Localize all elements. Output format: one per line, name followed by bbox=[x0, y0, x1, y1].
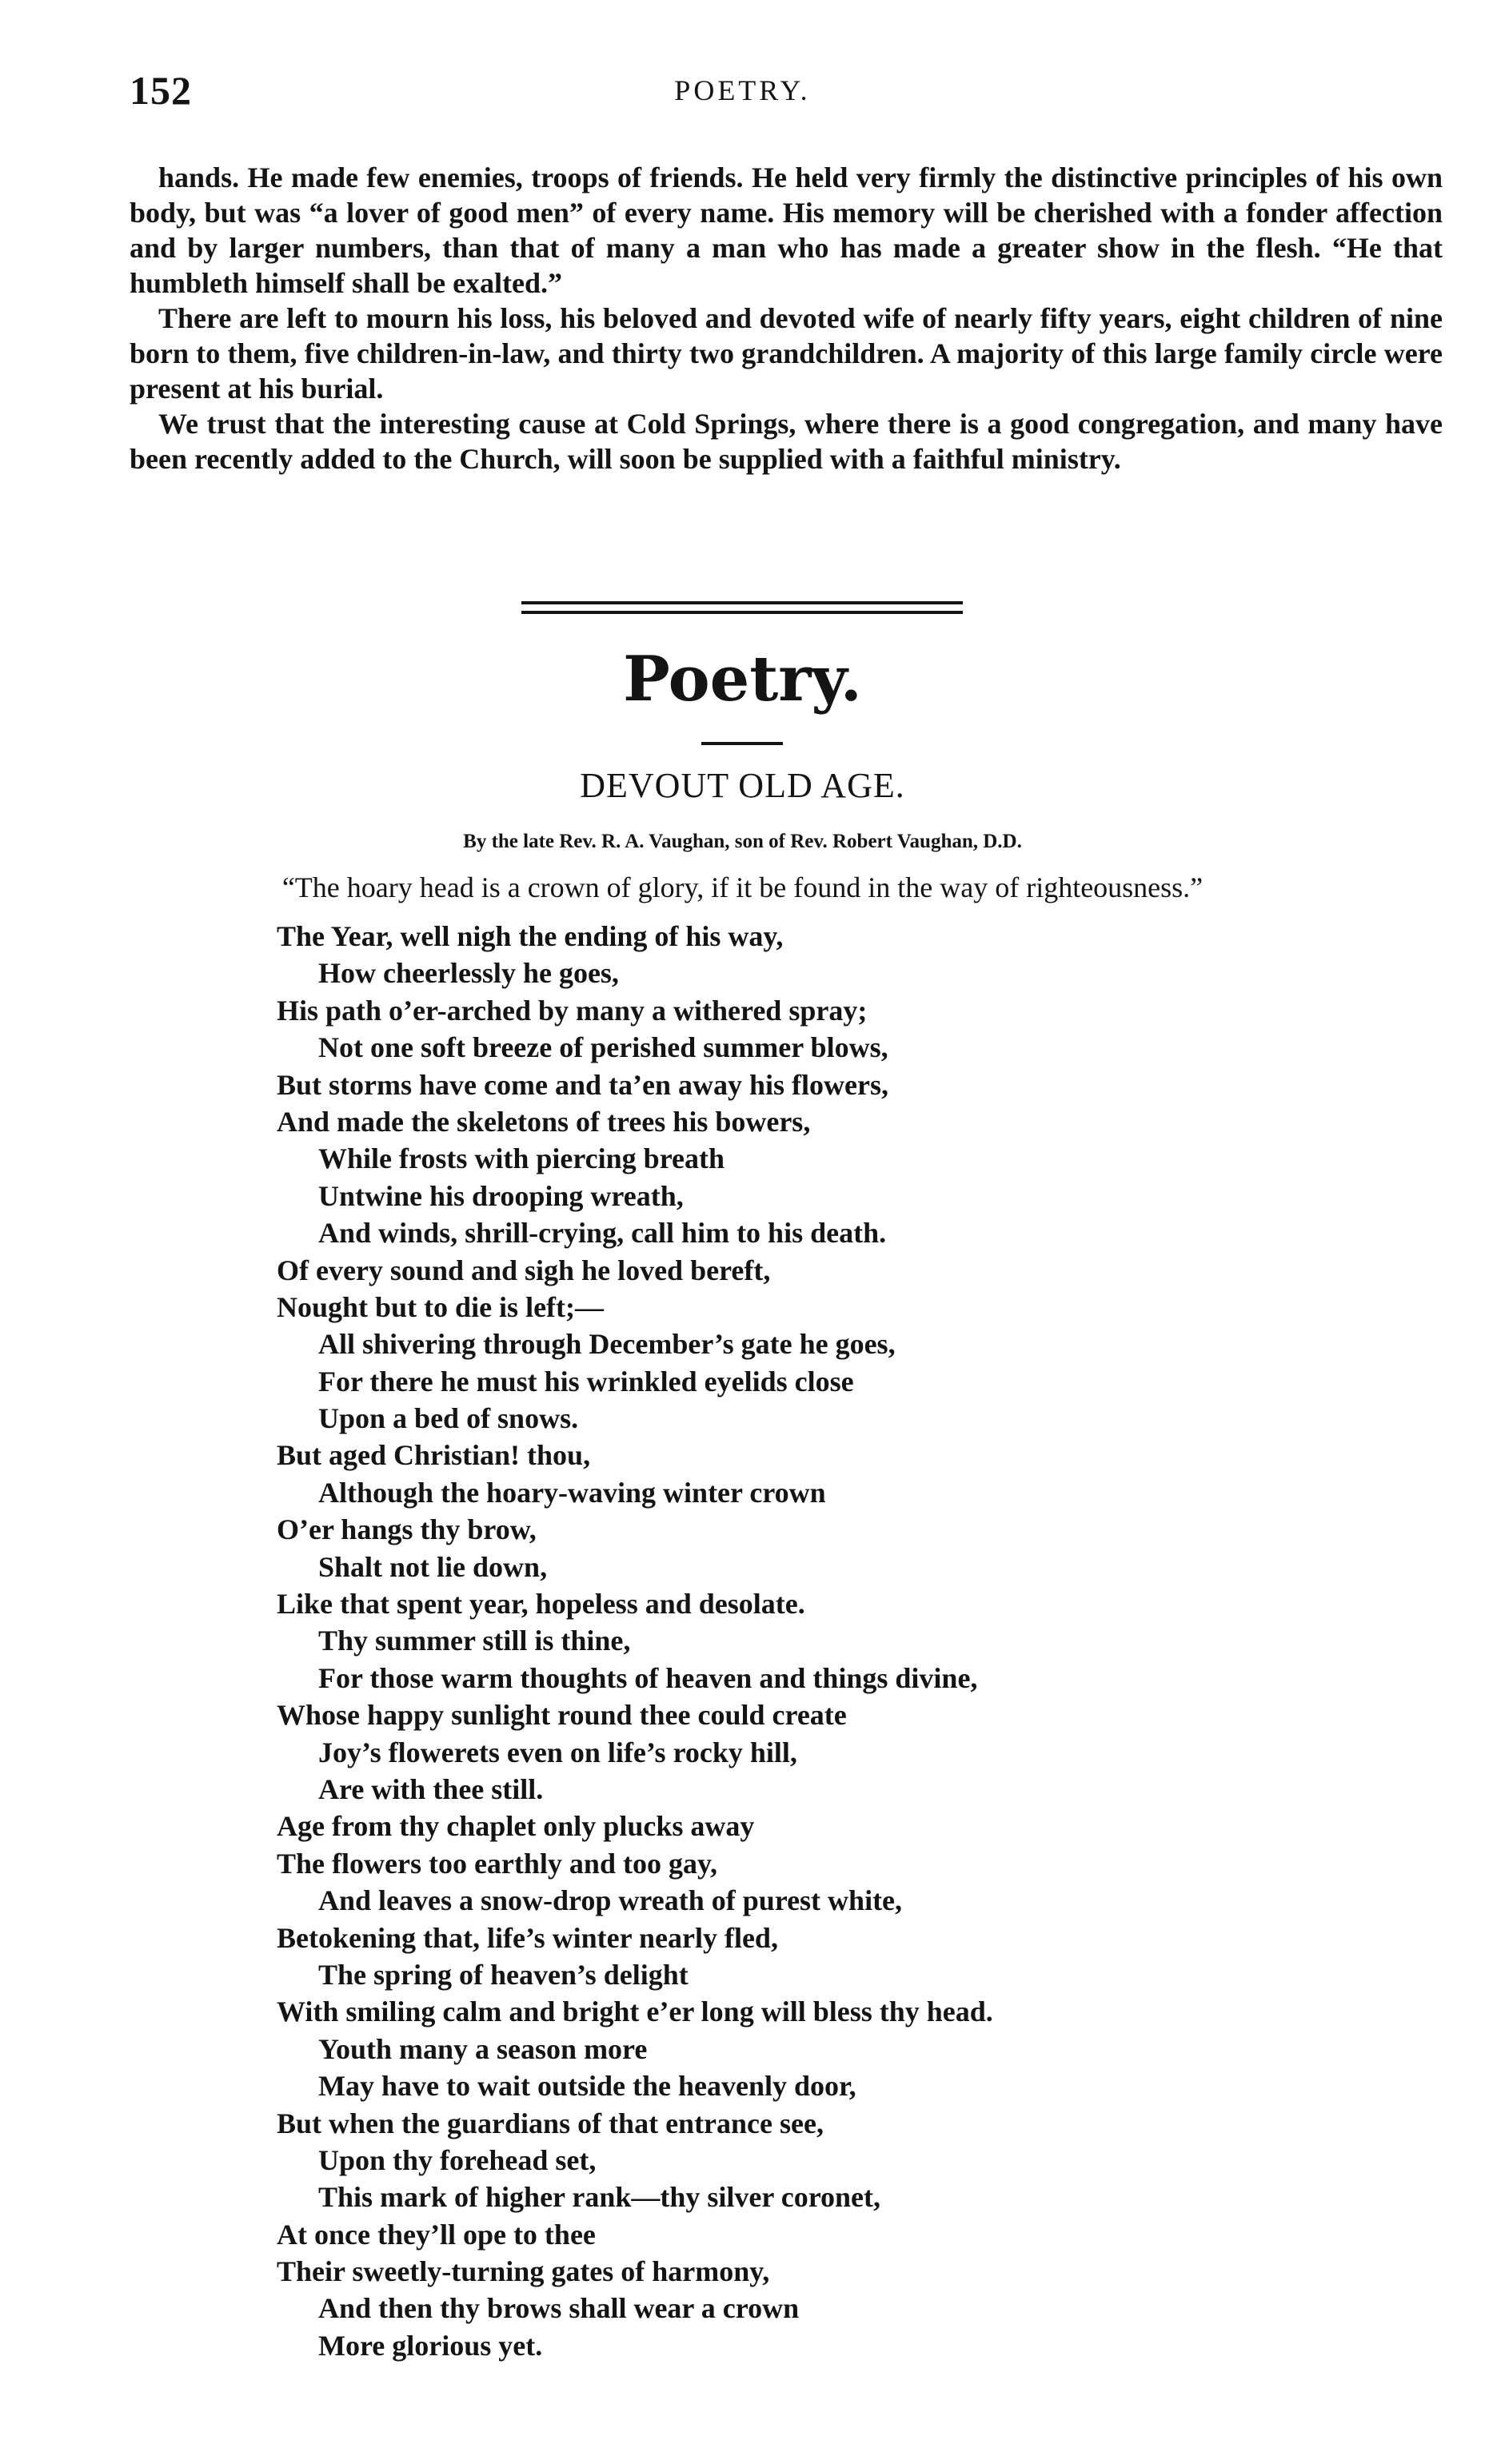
poem-line: The flowers too earthly and too gay, bbox=[277, 1847, 717, 1880]
poem-line: Their sweetly-turning gates of harmony, bbox=[277, 2255, 770, 2288]
poem-line: Upon thy forehead set, bbox=[318, 2143, 597, 2176]
poem-line: But aged Christian! thou, bbox=[277, 1439, 591, 1472]
running-head: POETRY. bbox=[674, 74, 811, 106]
body-paragraph: hands. He made few enemies, troops of friends. He held very firmly the distinctive principles of his own body, but was “a lover of good men” of every name. His memory will be cherished with a fonder affection and by larger numbers, than that of many a man who has made a greater show in the flesh. “He that humbleth himself shall be exalted.” bbox=[130, 161, 1443, 299]
poem-line: Are with thee still. bbox=[318, 1772, 544, 1805]
poem-title: DEVOUT OLD AGE. bbox=[580, 766, 905, 805]
poem-line: But storms have come and ta’en away his flowers, bbox=[277, 1068, 888, 1101]
poem-line: The spring of heaven’s delight bbox=[318, 1958, 689, 1991]
poem-line: For there he must his wrinkled eyelids close bbox=[318, 1365, 854, 1397]
poem-line: And made the skeletons of trees his bowers, bbox=[277, 1105, 811, 1138]
poem-line: Although the hoary-waving winter crown bbox=[318, 1476, 826, 1509]
page-number: 152 bbox=[130, 68, 192, 113]
poem-line: Of every sound and sigh he loved bereft, bbox=[277, 1254, 771, 1286]
poem-line: Not one soft breeze of perished summer blows, bbox=[318, 1031, 888, 1064]
poem-line: While frosts with piercing breath bbox=[318, 1142, 725, 1175]
body-paragraph: We trust that the interesting cause at Cold Springs, where there is a good congregation, and many have been recently added to the Church, will soon be supplied with a faithful ministry. bbox=[130, 408, 1443, 475]
double-rule-divider bbox=[521, 601, 963, 614]
poem-line: All shivering through December’s gate he goes, bbox=[318, 1328, 896, 1361]
poem-line: Shalt not lie down, bbox=[318, 1550, 548, 1583]
poem-line: Upon a bed of snows. bbox=[318, 1402, 579, 1435]
poem-epigraph: “The hoary head is a crown of glory, if it be found in the way of righteousness.” bbox=[281, 871, 1204, 903]
poem-line: At once they’ll ope to thee bbox=[277, 2218, 596, 2251]
poem-line: How cheerlessly he goes, bbox=[318, 957, 619, 990]
poem-line: And then thy brows shall wear a crown bbox=[318, 2292, 800, 2325]
poem-line: But when the guardians of that entrance see, bbox=[277, 2107, 824, 2139]
poem-line: Whose happy sunlight round thee could create bbox=[277, 1699, 847, 1732]
body-text bbox=[130, 160, 1443, 476]
section-heading: Poetry. bbox=[623, 643, 862, 716]
body-paragraph: There are left to mourn his loss, his beloved and devoted wife of nearly fifty years, eight children of nine born to them, five children-in-law, and thirty two grandchildren. A majority of this large family circle were present at his burial. bbox=[130, 302, 1443, 405]
poem-body bbox=[277, 918, 1436, 2364]
poem-line: More glorious yet. bbox=[318, 2329, 543, 2362]
poem-line: Youth many a season more bbox=[318, 2032, 648, 2065]
poem-line: Betokening that, life’s winter nearly fled, bbox=[277, 1921, 778, 1954]
poem-line: And leaves a snow-drop wreath of purest white, bbox=[318, 1884, 903, 1917]
poem-line: For those warm thoughts of heaven and things divine, bbox=[318, 1661, 978, 1694]
poem-line: Untwine his drooping wreath, bbox=[318, 1179, 684, 1212]
poem-line: O’er hangs thy brow, bbox=[277, 1513, 537, 1546]
poem-line: His path o’er-arched by many a withered spray; bbox=[277, 994, 868, 1027]
poem-line: Joy’s flowerets even on life’s rocky hill, bbox=[318, 1736, 797, 1768]
poem-line: And winds, shrill-crying, call him to his death. bbox=[318, 1217, 887, 1250]
poem-line: The Year, well nigh the ending of his way, bbox=[277, 920, 784, 952]
poem-line: With smiling calm and bright e’er long will bless thy head. bbox=[277, 1996, 993, 2028]
poem-line: Nought but to die is left;— bbox=[277, 1290, 605, 1323]
poem-author-line: By the late Rev. R. A. Vaughan, son of Rev. Robert Vaughan, D.D. bbox=[463, 831, 1022, 852]
poem-line: Age from thy chaplet only plucks away bbox=[277, 1810, 755, 1843]
poem-line: This mark of higher rank—thy silver coronet, bbox=[318, 2181, 881, 2214]
short-rule-divider bbox=[701, 742, 783, 745]
poem-line: Like that spent year, hopeless and desolate. bbox=[277, 1588, 805, 1621]
poem-line: Thy summer still is thine, bbox=[318, 1625, 631, 1657]
poem-line: May have to wait outside the heavenly door, bbox=[318, 2070, 856, 2103]
